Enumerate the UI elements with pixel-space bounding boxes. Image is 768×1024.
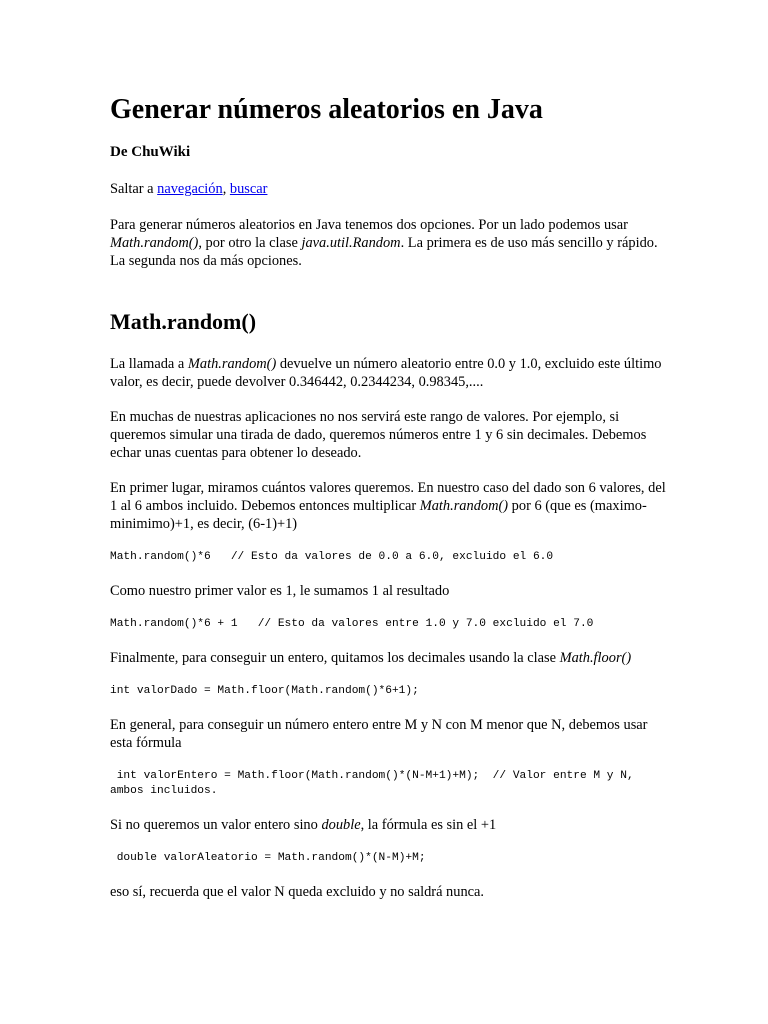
intro-math-random: Math.random() [110,235,199,251]
intro-paragraph [110,216,670,270]
site-subtitle: De ChuWiki [110,144,191,160]
code-block-2: Math.random()*6 + 1 // Esto da valores entre 1.0 y 7.0 excluido el 7.0 [110,618,594,630]
intro-text-1: Para generar números aleatorios en Java tenemos dos opciones. Por un lado podemos usar [110,217,628,233]
article [110,92,670,918]
p1-text-2: devuelve un número aleatorio entre 0.0 y 1.0, excluido este último valor, es decir, puede devolver 0.346442, 0.2344234, 0.98345,.... [110,356,662,390]
p1-text-1: La llamada a [110,356,188,372]
p5-math-floor: Math.floor() [559,650,632,666]
jump-separator: , [222,181,230,197]
code-block-1: Math.random()*6 // Esto da valores de 0.0 a 6.0, excluido el 6.0 [110,551,554,563]
p7-text-2: , la fórmula es sin el +1 [360,817,497,833]
p1-math-random: Math.random() [187,356,277,372]
navigation-link[interactable]: navegación [157,181,223,197]
intro-text-3: . La primera es de uso más sencillo y rápido. La segunda nos da más opciones. [110,235,658,269]
paragraph-3 [110,479,670,533]
p7-text-1: Si no queremos un valor entero sino [110,817,322,833]
page-title: Generar números aleatorios en Java [110,94,543,125]
code-block-4: int valorEntero = Math.floor(Math.random()*(N-M+1)+M); // Valor entre M y N, ambos incluidos. [110,770,641,797]
intro-text-2: , por otro la clase [198,235,302,251]
p3-text-1: En primer lugar, miramos cuántos valores queremos. En nuestro caso del dado son 6 valores, del 1 al 6 ambos incluido. Debemos entonces multiplicar [110,480,666,514]
p3-text-2: por 6 (que es (maximo-minimimo)+1, es decir, (6-1)+1) [110,498,647,532]
paragraph-7 [110,816,670,834]
paragraph-8: eso sí, recuerda que el valor N queda excluido y no saldrá nunca. [110,884,485,900]
paragraph-1 [110,355,670,391]
jump-prefix: Saltar a [110,181,158,197]
search-link[interactable]: buscar [229,181,268,197]
p5-text-1: Finalmente, para conseguir un entero, quitamos los decimales usando la clase [110,650,560,666]
section-heading-math-random: Math.random() [110,309,257,334]
code-block-5: double valorAleatorio = Math.random()*(N-M)+M; [110,852,426,864]
paragraph-4: Como nuestro primer valor es 1, le sumamos 1 al resultado [110,583,450,599]
paragraph-2: En muchas de nuestras aplicaciones no nos servirá este rango de valores. Por ejemplo, si queremos simular una tirada de dado, queremos números entre 1 y 6 sin decimales. Debemos echar unas cuentas para obtener lo deseado. [110,409,647,461]
paragraph-5 [110,649,670,667]
code-block-3: int valorDado = Math.floor(Math.random()*6+1); [110,685,419,697]
jump-links [110,180,670,198]
intro-java-util-random: java.util.Random [301,235,401,251]
p3-math-random: Math.random() [419,498,509,514]
p7-double: double [321,817,361,833]
paragraph-6: En general, para conseguir un número entero entre M y N con M menor que N, debemos usar esta fórmula [110,717,648,751]
